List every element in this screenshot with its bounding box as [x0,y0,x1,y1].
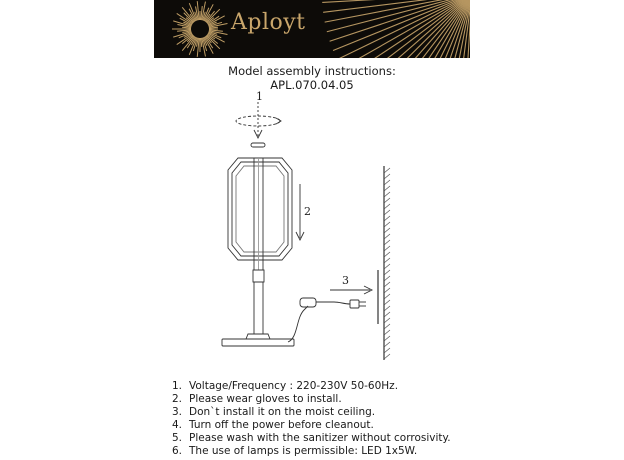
note-item: 4. Turn off the power before cleanout. [172,418,374,431]
note-item: 2. Please wear gloves to install. [172,392,342,405]
top-cap [251,143,265,147]
assembly-diagram [0,88,624,373]
step1-arrow [236,102,281,138]
model-number: APL.070.04.05 [270,78,354,92]
wall [384,166,390,360]
step1-label: 1 [256,90,263,103]
page-title: Model assembly instructions: [228,64,396,78]
power-cord [288,298,366,342]
lamp-frame [228,158,292,270]
lamp-stem [253,270,264,334]
step3-arrow [330,286,372,294]
note-item: 6. The use of lamps is permissible: LED 1x5W. [172,444,418,457]
note-item: 1. Voltage/Frequency : 220-230V 50-60Hz. [172,380,399,392]
safety-notes-list [172,380,451,457]
brand-logo-text: Aployt [231,10,306,35]
brand-banner [154,0,470,58]
step2-arrow [296,184,304,240]
step2-label: 2 [304,205,311,218]
note-item: 5. Please wash with the sanitizer without corrosivity. [172,431,451,444]
step3-label: 3 [342,274,349,287]
note-item: 3. Don`t install it on the moist ceiling. [172,405,376,418]
lamp-base [222,334,294,346]
sunburst-decoration [154,0,470,58]
